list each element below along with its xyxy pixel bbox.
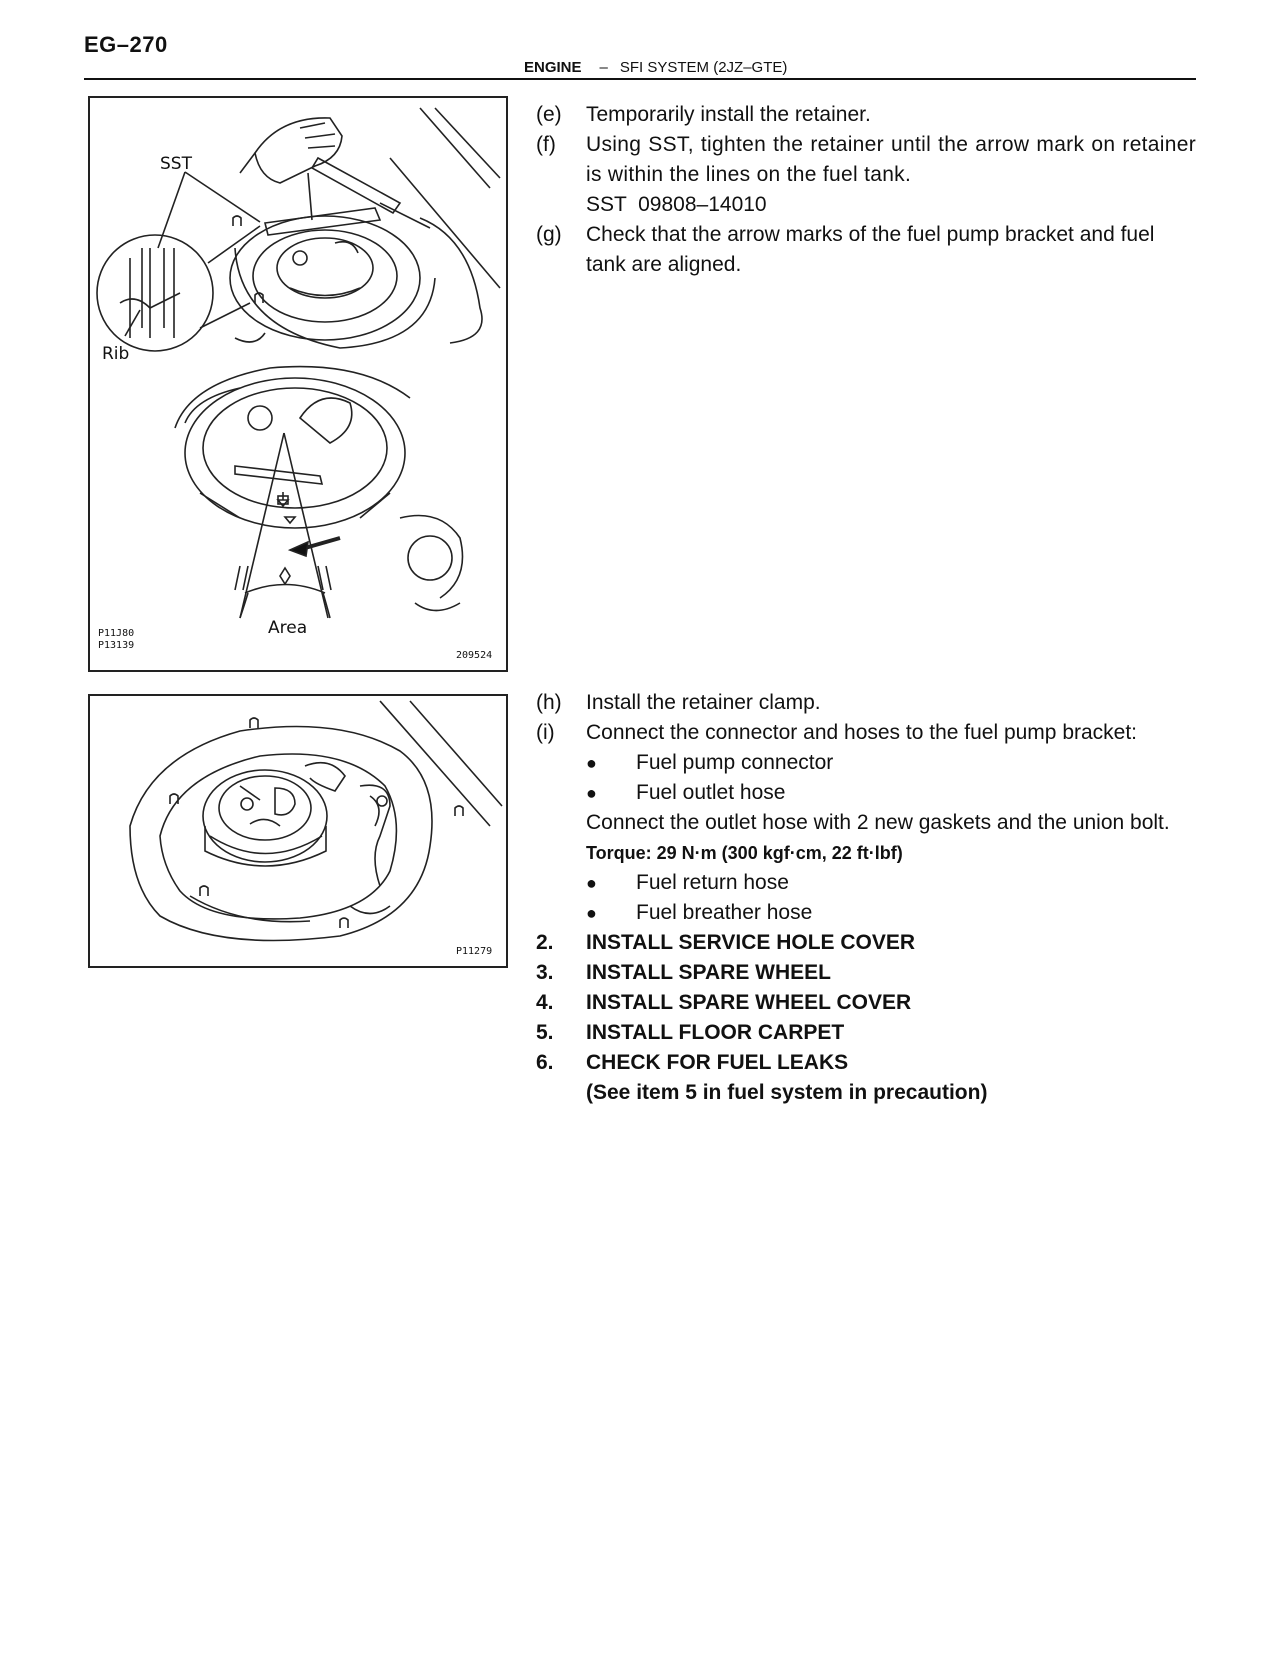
step-title: INSTALL SERVICE HOLE COVER [586, 931, 916, 954]
step-4 [536, 988, 1196, 1018]
instruction-f [536, 130, 1196, 190]
instructions-block-connect [536, 688, 1196, 1108]
header-rule [84, 78, 1196, 80]
figure-retainer-sst-illustration [90, 98, 506, 670]
running-header [524, 59, 787, 76]
step-number: 5. [536, 1021, 554, 1044]
instruction-text: Connect the connector and hoses to the fuel pump bracket: [586, 721, 1138, 744]
list-item [586, 778, 1196, 808]
label-rib: Rib [102, 344, 130, 364]
figure-id: P11279 [456, 946, 493, 957]
bullet-icon: ● [586, 783, 597, 803]
sst-number: SST 09808–14010 [586, 193, 767, 216]
list-item [586, 868, 1196, 898]
instruction-marker: (g) [536, 223, 562, 246]
list-item-text: Fuel pump connector [636, 751, 834, 774]
instruction-marker [536, 190, 586, 220]
step-2 [536, 928, 1196, 958]
subsection-title: SFI SYSTEM (2JZ–GTE) [619, 59, 788, 76]
figure-id: 209524 [456, 650, 493, 661]
instruction-text: Check that the arrow marks of the fuel pump bracket and fuel tank are aligned. [586, 223, 1155, 276]
bullet-icon: ● [586, 753, 597, 773]
step-number: 2. [536, 931, 554, 954]
instruction-text: Install the retainer clamp. [586, 691, 821, 714]
step-number: 6. [536, 1051, 554, 1074]
page-number: EG–270 [84, 32, 168, 57]
step-6 [536, 1048, 1196, 1078]
step-3 [536, 958, 1196, 988]
label-area: Area [268, 618, 308, 638]
list-item-text: Fuel return hose [636, 871, 789, 894]
label-sst: SST [160, 154, 192, 174]
bullet-icon: ● [586, 873, 597, 893]
instruction-i [536, 718, 1196, 748]
instruction-marker: (e) [536, 103, 562, 126]
figure-code-2: P13139 [98, 640, 135, 651]
instruction-h [536, 688, 1196, 718]
step-5 [536, 1018, 1196, 1048]
list-item [586, 748, 1196, 778]
instruction-e [536, 100, 1196, 130]
step-reference-note: (See item 5 in fuel system in precaution) [586, 1081, 988, 1104]
step-title: INSTALL SPARE WHEEL COVER [586, 991, 912, 1014]
instruction-text: Using SST, tighten the retainer until the arrow mark on retainer is within the lines on the fuel tank. [586, 133, 1196, 186]
instruction-sst [536, 190, 1196, 220]
step-title: INSTALL FLOOR CARPET [586, 1021, 845, 1044]
list-item-text: Fuel breather hose [636, 901, 813, 924]
instruction-marker: (f) [536, 133, 556, 156]
step-number: 3. [536, 961, 554, 984]
step-number [536, 1078, 586, 1108]
list-item-text: Fuel outlet hose [636, 781, 786, 804]
section-title: ENGINE [524, 59, 582, 76]
figure-code-1: P11J80 [98, 628, 135, 639]
step-6-reference [536, 1078, 1196, 1108]
step-title: CHECK FOR FUEL LEAKS [586, 1051, 849, 1074]
instructions-block-retainer [536, 100, 1196, 280]
list-item [586, 898, 1196, 928]
bullet-icon: ● [586, 903, 597, 923]
header-separator: – [599, 59, 608, 76]
figure-retainer-sst [88, 96, 508, 672]
step-title: INSTALL SPARE WHEEL [586, 961, 832, 984]
figure-pump-connector [88, 694, 508, 968]
step-number: 4. [536, 991, 554, 1014]
instruction-g [536, 220, 1196, 280]
instruction-marker: (h) [536, 691, 562, 714]
instruction-text: Temporarily install the retainer. [586, 103, 871, 126]
figure-pump-connector-illustration [90, 696, 506, 966]
outlet-hose-note: Connect the outlet hose with 2 new gaskets and the union bolt. [586, 811, 1170, 834]
torque-spec: Torque: 29 N·m (300 kgf·cm, 22 ft·lbf) [586, 843, 903, 863]
instruction-marker: (i) [536, 721, 555, 744]
